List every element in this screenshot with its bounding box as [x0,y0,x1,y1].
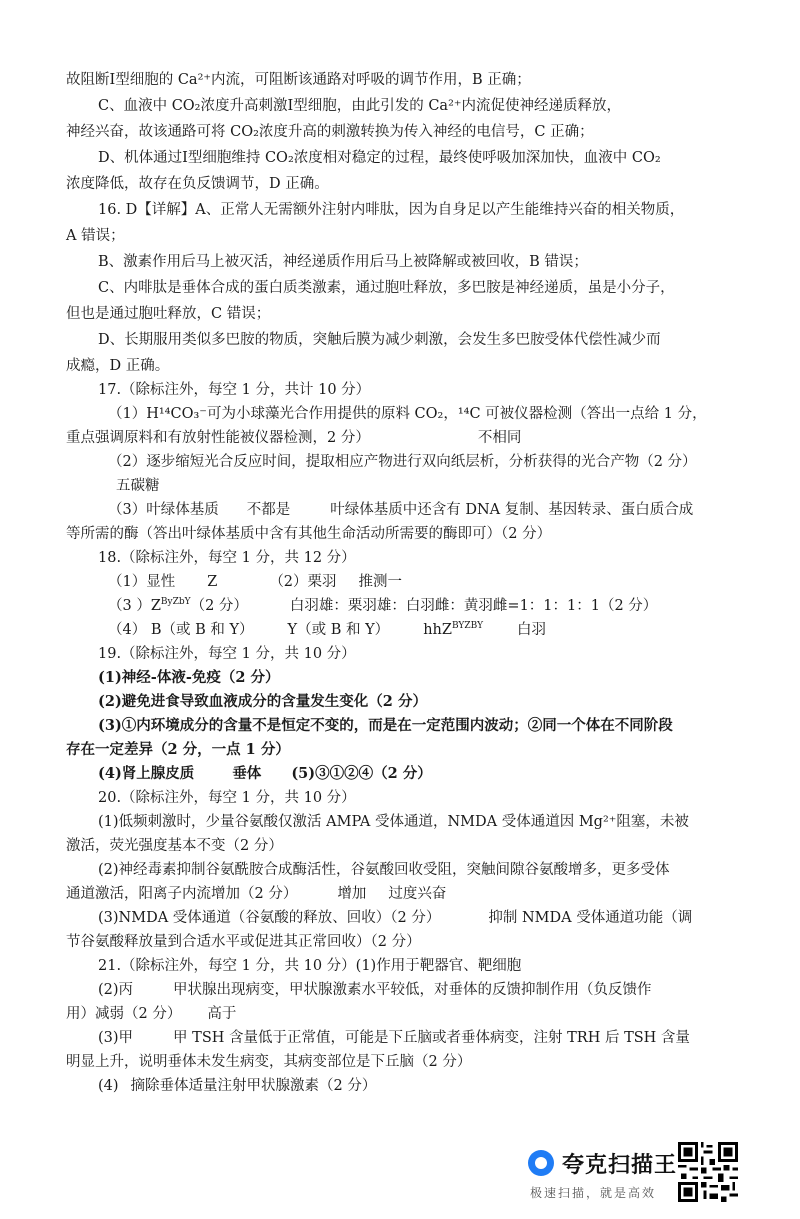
text-segment: 增加 [337,886,367,902]
text-segment: 16. D【详解】A、正常人无需额外注射内啡肽，因为自身足以产生能维持兴奋的相关物质， [98,202,685,218]
text-line [108,452,697,472]
text-line [66,1004,236,1024]
text-line [98,278,675,298]
text-segment: A 错误； [66,228,125,244]
text-segment: 白羽雄：栗羽雄：白羽雌：黄羽雌=1：1：1：1（2 分） [289,598,658,614]
text-line [108,572,402,592]
text-line [108,404,707,424]
text-segment: 重点强调原料和有放射性能被仪器检测，2 分） [66,430,370,446]
quark-logo-icon [528,1150,554,1176]
text-segment: 故阻断Ⅰ型细胞的 Ca²⁺内流，可阻断该通路对呼吸的调节作用，B 正确； [66,72,531,88]
text-line [98,788,356,808]
text-line [98,548,356,568]
text-segment: 甲状腺出现病变，甲状腺激素水平较低，对垂体的反馈抑制作用（负反馈作 [173,982,652,998]
text-line [98,812,689,832]
text-line [108,620,546,640]
text-line [66,226,125,246]
text-line [66,836,283,856]
text-line [98,330,661,350]
text-segment: 浓度降低，故存在负反馈调节，D 正确。 [66,176,329,192]
text-line [98,1076,376,1096]
text-segment: （2）逐步缩短光合反应时间，提取相应产物进行双向纸层析，分析获得的光合产物（2 分） [108,454,697,470]
text-segment: D、机体通过Ⅰ型细胞维持 CO₂浓度相对稳定的过程，最终使呼吸加深加快，血液中 CO₂ [98,150,661,166]
text-segment: （1）显性 [108,574,176,590]
text-line [66,70,531,90]
text-line [98,980,652,1000]
text-segment: 17.（除标注外，每空 1 分，共计 10 分） [98,382,371,398]
text-segment: 但也是通过胞吐释放，C 错误； [66,306,271,322]
text-segment: (1)低频刺激时，少量谷氨酸仅激活 AMPA 受体通道，NMDA 受体通道因 Mg²⁺阻塞，未被 [98,814,689,830]
text-line [66,174,329,194]
text-line [98,148,661,168]
text-segment: 五碳糖 [116,478,160,494]
text-line [98,644,356,664]
text-segment: 19.（除标注外，每空 1 分，共 10 分） [98,646,356,662]
text-segment: 抑制 NMDA 受体通道功能（调 [488,910,693,926]
text-line [98,96,621,116]
text-segment: 高于 [207,1006,237,1022]
text-line [98,860,670,880]
text-segment: （2）栗羽 [269,574,337,590]
text-line [66,932,421,952]
text-segment: (3)甲 [98,1030,134,1046]
text-segment: 成瘾，D 正确。 [66,358,170,374]
text-segment: 存在一定差异（2 分，一点 1 分） [66,741,290,758]
text-line [98,764,432,784]
text-segment: 21.（除标注外，每空 1 分，共 10 分）(1)作用于靶器官、靶细胞 [98,958,522,974]
text-segment: （4） B（或 B 和 Y） [108,622,254,638]
text-line [98,380,370,400]
text-line [98,692,427,712]
text-line [66,122,594,142]
text-segment: 推测一 [358,574,403,590]
text-segment: 节谷氨酸释放量到合适水平或促进其正常回收）（2 分） [66,934,421,950]
text-line [66,428,521,448]
text-line [98,716,673,736]
text-line [98,200,684,220]
text-segment: 神经兴奋，故该通路可将 CO₂浓度升高的刺激转换为传入神经的电信号，C 正确； [66,124,594,140]
text-segment: 激活，荧光强度基本不变（2 分） [66,838,283,854]
text-segment: (4)肾上腺皮质 [98,765,195,782]
text-segment: (5)③①②④（2 分） [291,765,432,782]
text-segment: (3)①内环境成分的含量不是恒定不变的，而是在一定范围内波动；②同一个体在不同阶段 [98,717,673,734]
text-segment: 叶绿体基质中还含有 DNA 复制、基因转录、蛋白质合成 [330,502,694,518]
text-line [98,908,692,928]
text-segment: 用）减弱（2 分） [66,1006,182,1022]
text-segment: C、血液中 CO₂浓度升高刺激Ⅰ型细胞，由此引发的 Ca²⁺内流促使神经递质释放， [98,98,622,114]
text-line [66,1052,471,1072]
text-segment: 不相同 [477,430,522,446]
brand-slogan: 极速扫描，就是高效 [530,1186,657,1200]
text-segment: (2)丙 [98,982,134,998]
text-line [98,1028,690,1048]
text-segment: （1）H¹⁴CO₃⁻可为小球藻光合作用提供的原料 CO₂，¹⁴C 可被仪器检测（答出一点给 1 分， [108,406,707,422]
text-line [98,252,588,272]
text-segment: (2)避免进食导致血液成分的含量发生变化（2 分） [98,693,427,710]
text-line [66,304,270,324]
text-line [98,956,521,976]
text-segment: (4) [98,1078,119,1094]
text-segment: Y（或 B 和 Y） [287,622,390,638]
text-line [108,500,693,520]
text-segment: 甲 TSH 含量低于正常值，可能是下丘脑或者垂体病变，注射 TRH 后 TSH 含量 [173,1030,690,1046]
scanner-watermark [528,1140,778,1210]
text-segment: 不都是 [246,502,291,518]
text-line [108,596,657,616]
text-segment: 等所需的酶（答出叶绿体基质中含有其他生命活动所需要的酶即可）（2 分） [66,526,552,542]
text-segment: （3）叶绿体基质 [108,502,219,518]
text-line [116,476,160,496]
text-segment: (2)神经毒素抑制谷氨酰胺合成酶活性，谷氨酸回收受阻，突触间隙谷氨酸增多，更多受体 [98,862,670,878]
text-line [66,740,290,760]
text-segment: (1)神经-体液-免疫（2 分） [98,669,280,686]
text-segment: 18.（除标注外，每空 1 分，共 12 分） [98,550,356,566]
text-segment: 白羽 [517,622,547,638]
text-segment: B、激素作用后马上被灭活，神经递质作用后马上被降解或被回收，B 错误； [98,254,588,270]
qr-code-icon [678,1140,738,1204]
text-segment: 明显上升，说明垂体未发生病变，其病变部位是下丘脑（2 分） [66,1054,472,1070]
text-segment: （3 ）$Z^{ByZbY}(2$ 分） [108,597,248,614]
text-segment: hhZ$^{BYZBY}$ [423,621,484,638]
text-line [66,356,169,376]
text-segment: 摘除垂体适量注射甲状腺激素（2 分） [130,1078,377,1094]
text-segment: 通道激活，阳离子内流增加（2 分） [66,886,298,902]
text-line [66,524,551,544]
text-segment: 垂体 [232,765,262,782]
brand-name: 夸克扫描王 [562,1153,678,1178]
text-segment: (3)NMDA 受体通道（谷氨酸的释放、回收）（2 分） [98,910,441,926]
text-segment: 20.（除标注外，每空 1 分，共 10 分） [98,790,356,806]
text-segment: C、内啡肽是垂体合成的蛋白质类激素，通过胞吐释放，多巴胺是神经递质，虽是小分子， [98,280,675,296]
text-line [66,884,446,904]
text-segment: D、长期服用类似多巴胺的物质，突触后膜为减少刺激，会发生多巴胺受体代偿性减少而 [98,332,661,348]
text-line [98,668,279,688]
text-segment: Z [207,574,218,590]
text-segment: 过度兴奋 [388,886,447,902]
